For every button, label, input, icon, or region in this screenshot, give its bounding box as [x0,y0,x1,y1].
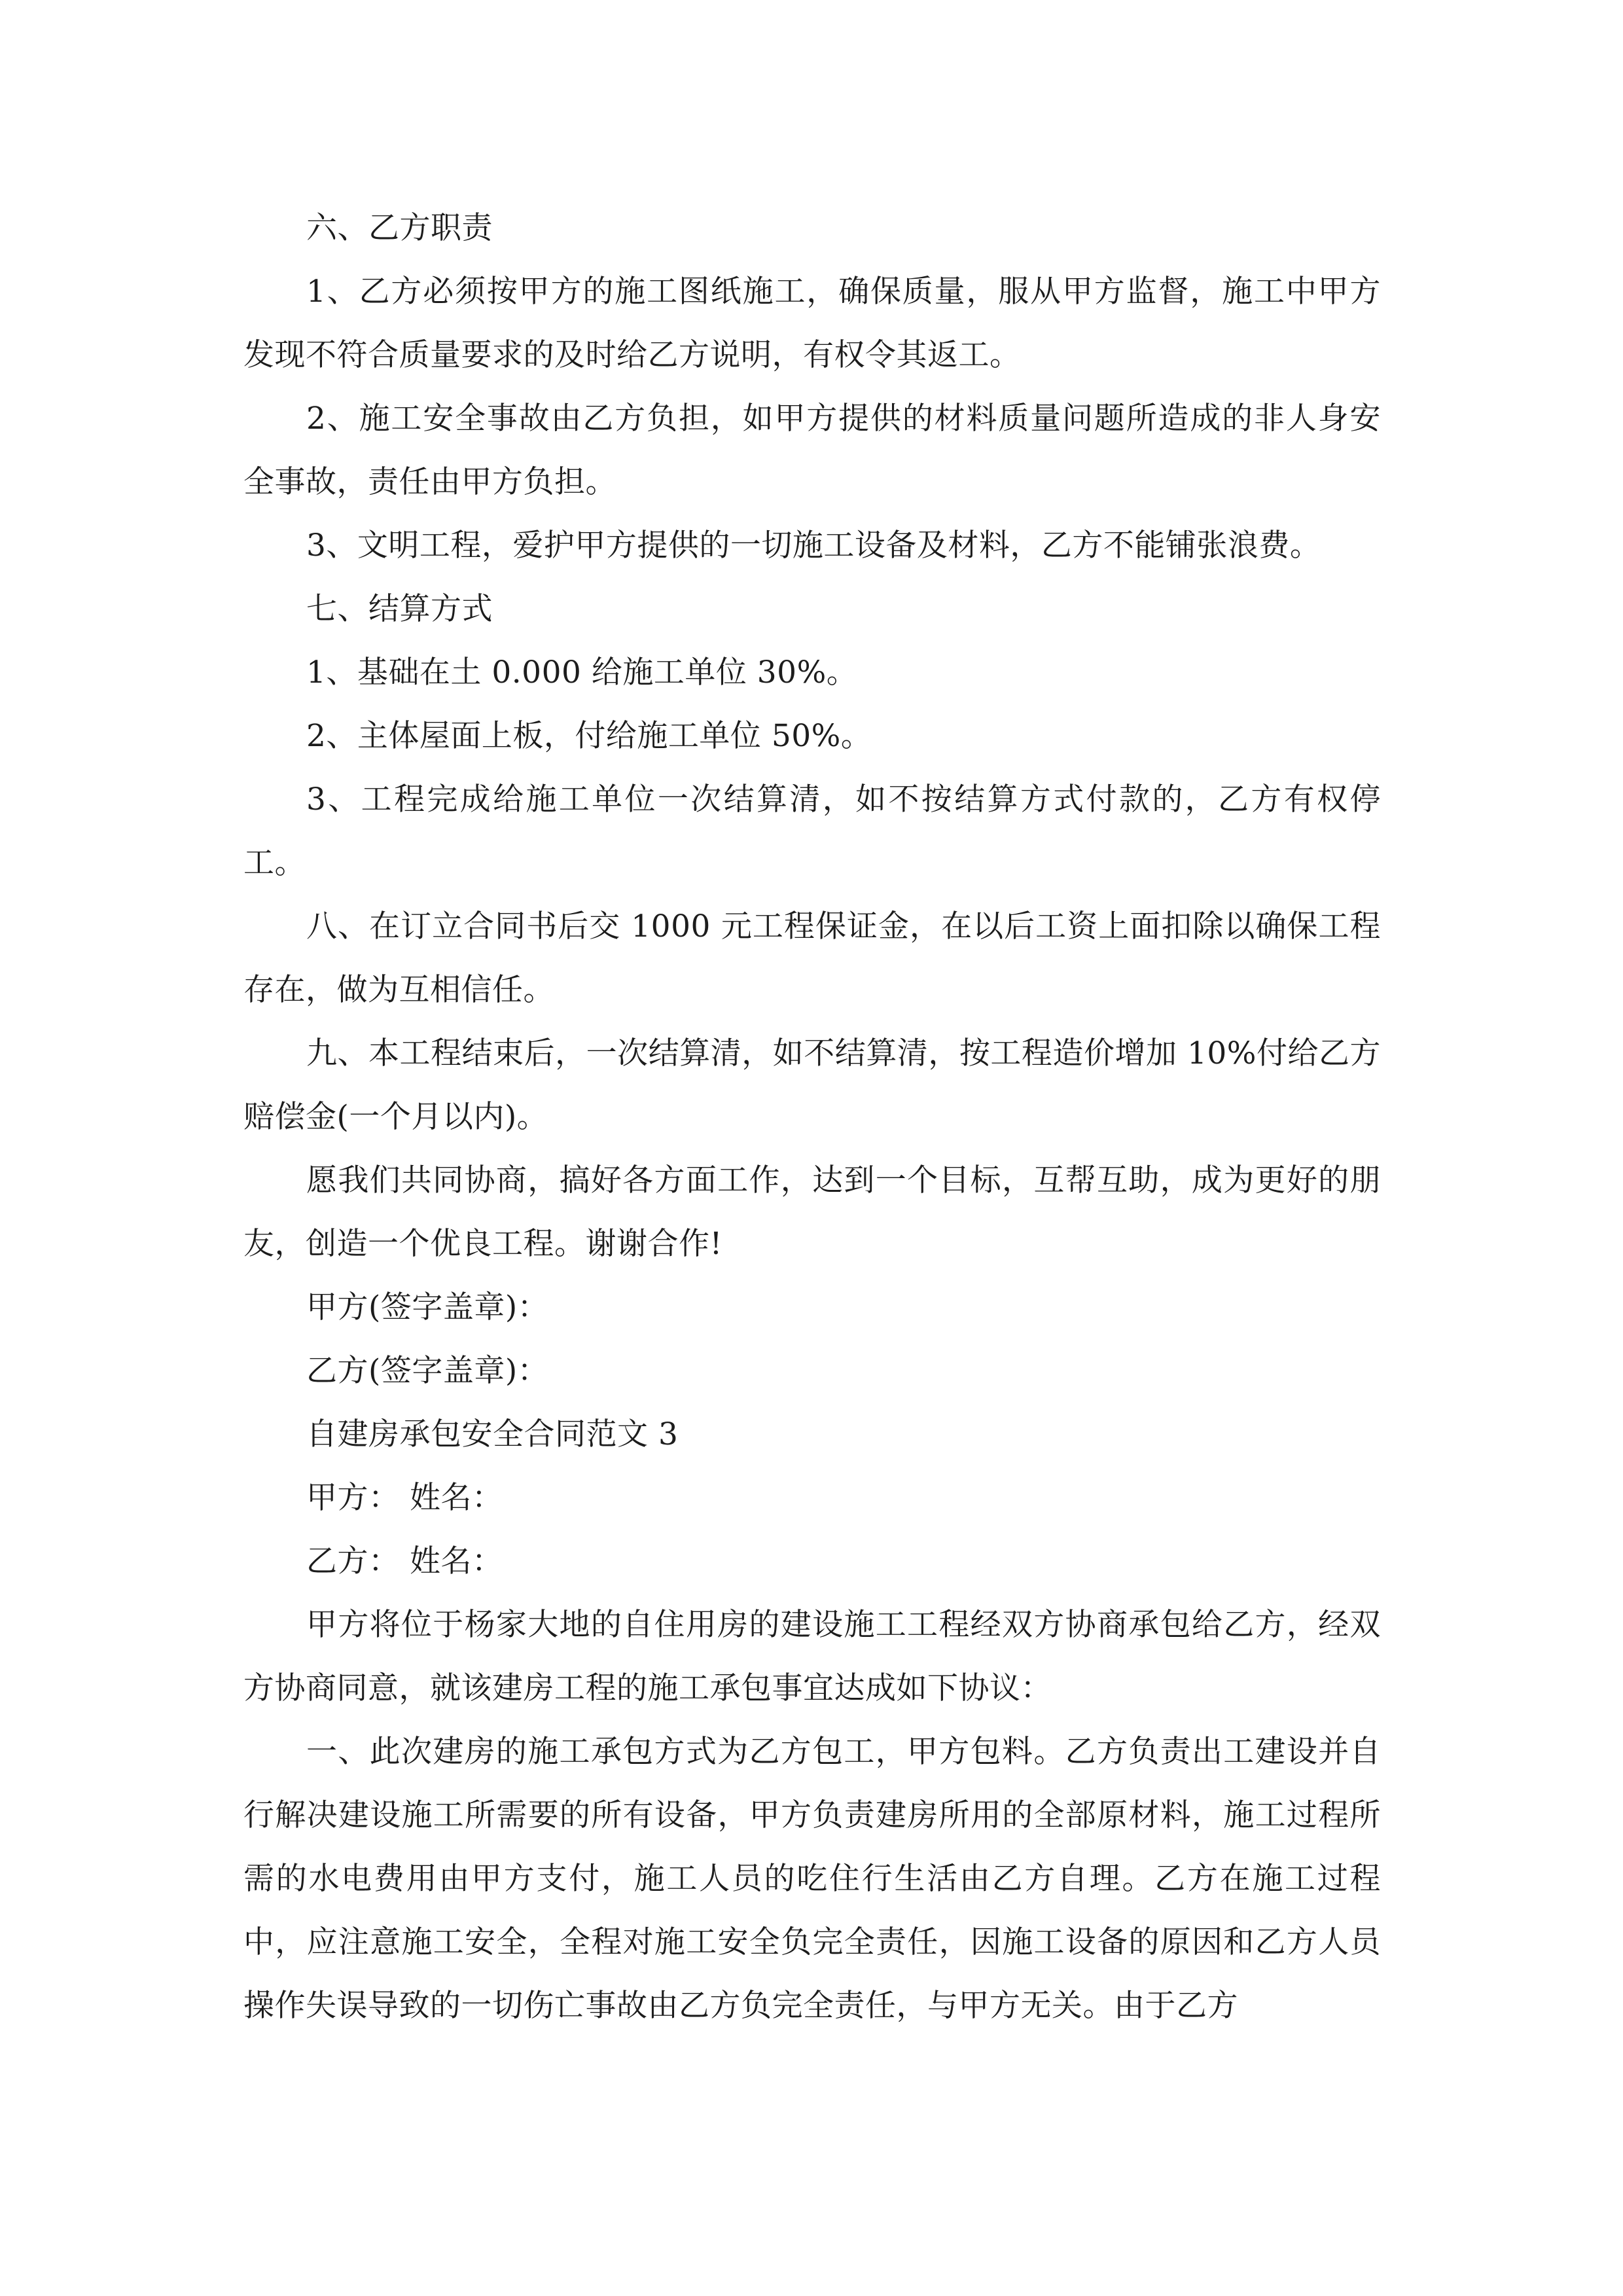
paragraph: 一、此次建房的施工承包方式为乙方包工，甲方包料。乙方负责出工建设并自行解决建设施工所需要的所有设备，甲方负责建房所用的全部原材料，施工过程所需的水电费用由甲方支付，施工人员的吃住行生活由乙方自理。乙方在施工过程中，应注意施工安全，全程对施工安全负完全责任，因施工设备的原因和乙方人员操作失误导致的一切伤亡事故由乙方负完全责任，与甲方无关。由于乙方 [243,1734,1381,2024]
paragraph: 2、施工安全事故由乙方负担，如甲方提供的材料质量问题所造成的非人身安全事故，责任由甲方负担。 [243,401,1381,500]
contract-title: 自建房承包安全合同范文 3 [306,1416,679,1452]
paragraph: 甲方将位于杨家大地的自住用房的建设施工工程经双方协商承包给乙方，经双方协商同意，就该建房工程的施工承包事宜达成如下协议： [243,1607,1381,1706]
document-body [243,196,1381,2037]
signature-line-party-a: 甲方(签字盖章)： [306,1289,549,1325]
paragraph: 3、文明工程，爱护甲方提供的一切施工设备及材料，乙方不能铺张浪费。 [306,528,1321,564]
party-b-name-line: 乙方： 姓名： [306,1543,503,1579]
paragraph: 1、乙方必须按甲方的施工图纸施工，确保质量，服从甲方监督，施工中甲方发现不符合质量要求的及时给乙方说明，有权令其返工。 [243,274,1381,373]
paragraph: 八、在订立合同书后交 1000 元工程保证金，在以后工资上面扣除以确保工程存在，做为互相信任。 [243,908,1381,1008]
paragraph: 3、工程完成给施工单位一次结算清，如不按结算方式付款的，乙方有权停工。 [243,781,1381,881]
paragraph: 2、主体屋面上板，付给施工单位 50%。 [306,718,872,754]
signature-line-party-b: 乙方(签字盖章)： [306,1353,549,1389]
paragraph: 愿我们共同协商，搞好各方面工作，达到一个目标，互帮互助，成为更好的朋友，创造一个优良工程。谢谢合作! [243,1162,1381,1262]
paragraph: 九、本工程结束后，一次结算清，如不结算清，按工程造价增加 10%付给乙方赔偿金(一个月以内)。 [243,1035,1381,1135]
section-heading-settlement: 七、结算方式 [306,591,493,627]
party-a-name-line: 甲方： 姓名： [306,1480,503,1516]
paragraph: 1、基础在土 0.000 给施工单位 30%。 [306,655,858,691]
section-heading-party-b-duties: 六、乙方职责 [306,210,493,246]
